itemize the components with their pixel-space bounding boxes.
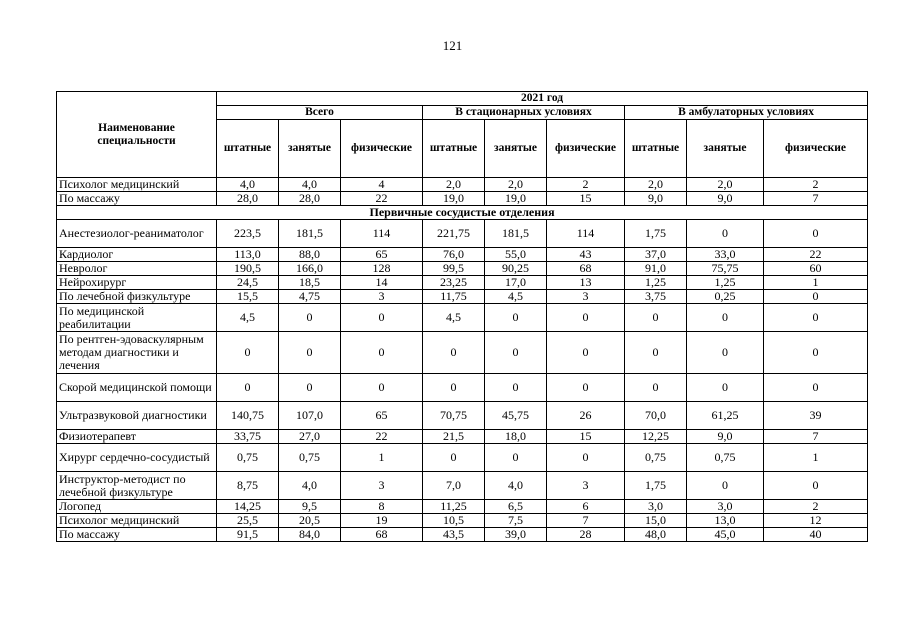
group-header-total: Всего (217, 106, 423, 120)
value-cell: 0 (217, 374, 279, 402)
value-cell: 0 (423, 444, 485, 472)
value-cell: 0 (341, 374, 423, 402)
specialty-name-cell: По массажу (57, 192, 217, 206)
value-cell: 22 (764, 248, 868, 262)
value-cell: 18,0 (485, 430, 547, 444)
value-cell: 99,5 (423, 262, 485, 276)
table-row (57, 332, 868, 374)
subcol-header: физические (547, 120, 625, 178)
value-cell: 20,5 (279, 514, 341, 528)
value-cell: 0 (764, 304, 868, 332)
table-row (57, 514, 868, 528)
value-cell: 0 (687, 304, 764, 332)
value-cell: 70,0 (625, 402, 687, 430)
value-cell: 6,5 (485, 500, 547, 514)
value-cell: 0,75 (279, 444, 341, 472)
value-cell: 55,0 (485, 248, 547, 262)
value-cell: 13 (547, 276, 625, 290)
value-cell: 3 (547, 290, 625, 304)
value-cell: 76,0 (423, 248, 485, 262)
value-cell: 9,0 (687, 430, 764, 444)
value-cell: 107,0 (279, 402, 341, 430)
value-cell: 0 (423, 332, 485, 374)
value-cell: 0 (485, 332, 547, 374)
value-cell: 11,75 (423, 290, 485, 304)
table-row (57, 290, 868, 304)
value-cell: 4,75 (279, 290, 341, 304)
specialty-name-cell: Скорой медицинской помощи (57, 374, 217, 402)
value-cell: 7 (764, 192, 868, 206)
value-cell: 12,25 (625, 430, 687, 444)
value-cell: 114 (547, 220, 625, 248)
value-cell: 14,25 (217, 500, 279, 514)
value-cell: 0 (687, 332, 764, 374)
subcol-header: физические (341, 120, 423, 178)
value-cell: 0 (625, 332, 687, 374)
value-cell: 2,0 (687, 178, 764, 192)
subcol-header: штатные (625, 120, 687, 178)
value-cell: 15,5 (217, 290, 279, 304)
value-cell: 0 (217, 332, 279, 374)
value-cell: 4,0 (279, 178, 341, 192)
value-cell: 68 (547, 262, 625, 276)
value-cell: 4 (341, 178, 423, 192)
value-cell: 0 (341, 304, 423, 332)
value-cell: 7,5 (485, 514, 547, 528)
subcol-header: занятые (687, 120, 764, 178)
table-header (57, 92, 868, 178)
section-row (57, 206, 868, 220)
specialty-name-cell: Физиотерапевт (57, 430, 217, 444)
value-cell: 39,0 (485, 528, 547, 542)
value-cell: 3,0 (625, 500, 687, 514)
value-cell: 24,5 (217, 276, 279, 290)
value-cell: 91,5 (217, 528, 279, 542)
specialty-name-cell: Нейрохирург (57, 276, 217, 290)
subcol-header: штатные (423, 120, 485, 178)
value-cell: 7 (764, 430, 868, 444)
value-cell: 3,75 (625, 290, 687, 304)
table-row (57, 276, 868, 290)
value-cell: 23,25 (423, 276, 485, 290)
specialty-name-cell: По медицинской реабилитации (57, 304, 217, 332)
section-title: Первичные сосудистые отделения (57, 206, 868, 220)
value-cell: 0 (625, 374, 687, 402)
value-cell: 6 (547, 500, 625, 514)
value-cell: 0 (279, 332, 341, 374)
value-cell: 33,75 (217, 430, 279, 444)
value-cell: 113,0 (217, 248, 279, 262)
value-cell: 18,5 (279, 276, 341, 290)
value-cell: 65 (341, 248, 423, 262)
value-cell: 40 (764, 528, 868, 542)
value-cell: 0 (764, 332, 868, 374)
value-cell: 4,5 (217, 304, 279, 332)
value-cell: 7 (547, 514, 625, 528)
specialty-name-cell: По рентген-эдоваскулярным методам диагностики и лечения (57, 332, 217, 374)
value-cell: 0 (279, 304, 341, 332)
value-cell: 2,0 (423, 178, 485, 192)
value-cell: 75,75 (687, 262, 764, 276)
value-cell: 88,0 (279, 248, 341, 262)
value-cell: 181,5 (279, 220, 341, 248)
table-row (57, 248, 868, 262)
value-cell: 190,5 (217, 262, 279, 276)
group-header-outpatient: В амбулаторных условиях (625, 106, 868, 120)
value-cell: 0 (547, 444, 625, 472)
value-cell: 65 (341, 402, 423, 430)
value-cell: 4,0 (217, 178, 279, 192)
value-cell: 3,0 (687, 500, 764, 514)
specialty-name-cell: Кардиолог (57, 248, 217, 262)
specialty-name-cell: Ультразвуковой диагностики (57, 402, 217, 430)
value-cell: 28,0 (217, 192, 279, 206)
value-cell: 0,75 (687, 444, 764, 472)
value-cell: 70,75 (423, 402, 485, 430)
table-body (57, 178, 868, 542)
value-cell: 60 (764, 262, 868, 276)
table-row (57, 192, 868, 206)
subcol-header: занятые (279, 120, 341, 178)
table-row (57, 402, 868, 430)
value-cell: 0,75 (217, 444, 279, 472)
subcol-header: физические (764, 120, 868, 178)
subcol-header: занятые (485, 120, 547, 178)
value-cell: 7,0 (423, 472, 485, 500)
specialty-name-cell: Невролог (57, 262, 217, 276)
value-cell: 15 (547, 430, 625, 444)
value-cell: 1,75 (625, 472, 687, 500)
value-cell: 140,75 (217, 402, 279, 430)
value-cell: 21,5 (423, 430, 485, 444)
value-cell: 8 (341, 500, 423, 514)
value-cell: 4,5 (485, 290, 547, 304)
value-cell: 9,5 (279, 500, 341, 514)
value-cell: 48,0 (625, 528, 687, 542)
value-cell: 0 (687, 472, 764, 500)
value-cell: 9,0 (625, 192, 687, 206)
value-cell: 1 (341, 444, 423, 472)
value-cell: 0 (341, 332, 423, 374)
value-cell: 0,75 (625, 444, 687, 472)
specialty-name-cell: По лечебной физкультуре (57, 290, 217, 304)
value-cell: 43,5 (423, 528, 485, 542)
value-cell: 181,5 (485, 220, 547, 248)
value-cell: 2 (547, 178, 625, 192)
value-cell: 2 (764, 178, 868, 192)
value-cell: 25,5 (217, 514, 279, 528)
specialty-name-cell: Инструктор-методист по лечебной физкультуре (57, 472, 217, 500)
value-cell: 84,0 (279, 528, 341, 542)
value-cell: 1 (764, 444, 868, 472)
table-row (57, 374, 868, 402)
value-cell: 114 (341, 220, 423, 248)
value-cell: 0 (687, 374, 764, 402)
value-cell: 0 (764, 290, 868, 304)
value-cell: 0 (547, 374, 625, 402)
table-row (57, 528, 868, 542)
value-cell: 0 (687, 220, 764, 248)
table-row (57, 430, 868, 444)
value-cell: 0 (764, 374, 868, 402)
value-cell: 13,0 (687, 514, 764, 528)
value-cell: 19 (341, 514, 423, 528)
value-cell: 90,25 (485, 262, 547, 276)
table-row (57, 220, 868, 248)
value-cell: 19,0 (423, 192, 485, 206)
value-cell: 45,0 (687, 528, 764, 542)
value-cell: 37,0 (625, 248, 687, 262)
value-cell: 33,0 (687, 248, 764, 262)
page-number: 121 (442, 38, 463, 53)
value-cell: 28,0 (279, 192, 341, 206)
value-cell: 15 (547, 192, 625, 206)
specialty-name-cell: По массажу (57, 528, 217, 542)
value-cell: 166,0 (279, 262, 341, 276)
value-cell: 0,25 (687, 290, 764, 304)
value-cell: 1,75 (625, 220, 687, 248)
staffing-table (56, 91, 868, 542)
year-header: 2021 год (217, 92, 868, 106)
value-cell: 19,0 (485, 192, 547, 206)
value-cell: 15,0 (625, 514, 687, 528)
value-cell: 4,5 (423, 304, 485, 332)
value-cell: 0 (423, 374, 485, 402)
value-cell: 0 (764, 220, 868, 248)
value-cell: 3 (341, 472, 423, 500)
value-cell: 39 (764, 402, 868, 430)
value-cell: 27,0 (279, 430, 341, 444)
value-cell: 61,25 (687, 402, 764, 430)
value-cell: 12 (764, 514, 868, 528)
table-row (57, 472, 868, 500)
value-cell: 3 (547, 472, 625, 500)
value-cell: 2 (764, 500, 868, 514)
value-cell: 1,25 (625, 276, 687, 290)
table-row (57, 262, 868, 276)
value-cell: 10,5 (423, 514, 485, 528)
value-cell: 17,0 (485, 276, 547, 290)
value-cell: 0 (547, 332, 625, 374)
value-cell: 1 (764, 276, 868, 290)
value-cell: 0 (485, 374, 547, 402)
group-header-inpatient: В стационарных условиях (423, 106, 625, 120)
value-cell: 2,0 (485, 178, 547, 192)
value-cell: 8,75 (217, 472, 279, 500)
value-cell: 9,0 (687, 192, 764, 206)
table-row (57, 178, 868, 192)
specialty-name-cell: Хирург сердечно-сосудистый (57, 444, 217, 472)
specialty-name-cell: Логопед (57, 500, 217, 514)
specialty-column-header: Наименование специальности (57, 92, 217, 178)
value-cell: 1,25 (687, 276, 764, 290)
value-cell: 0 (764, 472, 868, 500)
table-row (57, 304, 868, 332)
value-cell: 128 (341, 262, 423, 276)
specialty-name-cell: Анестезиолог-реаниматолог (57, 220, 217, 248)
specialty-name-cell: Психолог медицинский (57, 514, 217, 528)
value-cell: 45,75 (485, 402, 547, 430)
value-cell: 223,5 (217, 220, 279, 248)
value-cell: 4,0 (279, 472, 341, 500)
value-cell: 2,0 (625, 178, 687, 192)
value-cell: 0 (625, 304, 687, 332)
subcol-header: штатные (217, 120, 279, 178)
value-cell: 0 (485, 444, 547, 472)
value-cell: 43 (547, 248, 625, 262)
value-cell: 22 (341, 192, 423, 206)
value-cell: 11,25 (423, 500, 485, 514)
table-row (57, 500, 868, 514)
value-cell: 14 (341, 276, 423, 290)
value-cell: 0 (279, 374, 341, 402)
value-cell: 91,0 (625, 262, 687, 276)
value-cell: 22 (341, 430, 423, 444)
value-cell: 3 (341, 290, 423, 304)
value-cell: 28 (547, 528, 625, 542)
value-cell: 4,0 (485, 472, 547, 500)
value-cell: 0 (485, 304, 547, 332)
value-cell: 26 (547, 402, 625, 430)
table-row (57, 444, 868, 472)
specialty-name-cell: Психолог медицинский (57, 178, 217, 192)
value-cell: 0 (547, 304, 625, 332)
value-cell: 221,75 (423, 220, 485, 248)
value-cell: 68 (341, 528, 423, 542)
